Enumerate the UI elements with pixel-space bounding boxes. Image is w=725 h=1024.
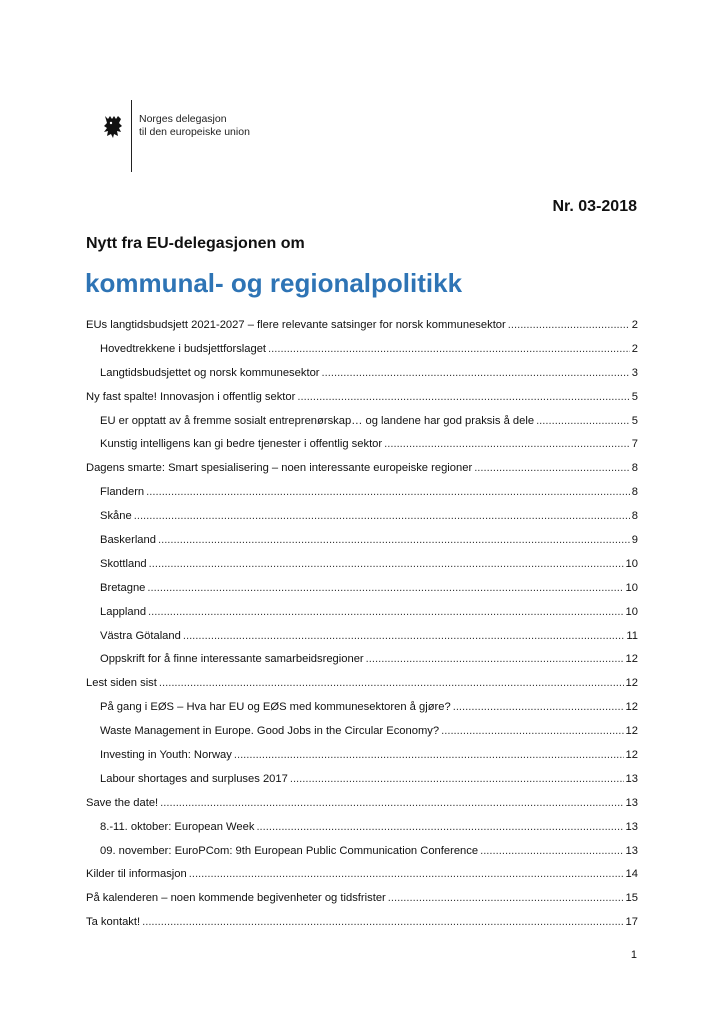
toc-leader-dots	[159, 672, 624, 696]
toc-leader-dots	[441, 720, 623, 744]
toc-entry[interactable]	[86, 744, 638, 768]
kicker: Nytt fra EU-delegasjonen om	[86, 235, 305, 252]
page-number: 1	[630, 949, 637, 961]
toc-leader-dots	[297, 386, 629, 410]
toc-entry-title: Hovedtrekkene i budsjettforslaget	[100, 342, 267, 355]
toc-leader-dots	[268, 338, 630, 362]
toc-entry-page: 5	[631, 390, 638, 403]
toc-entry[interactable]	[86, 433, 638, 457]
toc-leader-dots	[142, 911, 623, 935]
logo-line-2: til den europeiske union	[139, 126, 250, 138]
toc-leader-dots	[474, 457, 630, 481]
toc-entry[interactable]	[86, 672, 638, 696]
logo	[98, 100, 268, 172]
toc-entry-title: Ny fast spalte! Innovasjon i offentlig sektor	[86, 390, 296, 403]
toc-entry[interactable]	[86, 410, 638, 434]
toc-leader-dots	[388, 887, 624, 911]
toc-entry[interactable]	[86, 768, 638, 792]
toc-entry[interactable]	[86, 577, 638, 601]
toc-entry-page: 10	[625, 557, 638, 570]
toc-entry-page: 8	[631, 462, 638, 475]
toc-entry-page: 12	[625, 653, 638, 666]
toc-entry-title: Flandern	[100, 486, 145, 499]
toc-entry-page: 17	[625, 916, 638, 929]
toc-leader-dots	[290, 768, 624, 792]
toc-entry-title: Langtidsbudsjettet og norsk kommunesektor	[100, 366, 320, 379]
toc-entry-page: 3	[631, 366, 638, 379]
toc-entry-title: På gang i EØS – Hva har EU og EØS med kommunesektoren å gjøre?	[100, 701, 451, 714]
toc-leader-dots	[384, 433, 630, 457]
toc-entry-title: Lappland	[100, 605, 147, 618]
toc-entry-page: 8	[631, 510, 638, 523]
toc-entry[interactable]	[86, 840, 638, 864]
toc-leader-dots	[256, 816, 623, 840]
toc-entry-title: Bretagne	[100, 581, 146, 594]
toc-entry-title: Kunstig intelligens kan gi bedre tjenester i offentlig sektor	[100, 438, 383, 451]
toc-leader-dots	[322, 362, 630, 386]
toc-entry-page: 2	[631, 319, 638, 331]
toc-entry-page: 12	[625, 749, 638, 762]
toc-entry-title: Baskerland	[100, 534, 156, 547]
toc-entry-title: På kalenderen – noen kommende begivenheter og tidsfrister	[86, 892, 386, 905]
toc-entry[interactable]	[86, 505, 638, 529]
toc-entry-title: Waste Management in Europe. Good Jobs in the Circular Economy?	[100, 725, 440, 738]
toc-entry-page: 13	[625, 820, 638, 833]
toc-leader-dots	[183, 625, 625, 649]
toc-entry-title: Ta kontakt!	[86, 916, 141, 929]
toc-entry-page: 13	[625, 844, 638, 857]
toc-leader-dots	[234, 744, 624, 768]
toc-leader-dots	[508, 314, 630, 338]
toc-entry[interactable]	[86, 457, 638, 481]
toc-entry-title: 09. november: EuroPCom: 9th European Public Communication Conference	[100, 844, 479, 857]
toc-entry-page: 12	[625, 701, 638, 714]
toc-entry[interactable]	[86, 816, 638, 840]
toc-entry-title: Skottland	[100, 557, 147, 570]
toc-entry-title: Dagens smarte: Smart spesialisering – noen interessante europeiske regioner	[86, 462, 473, 475]
toc-entry-title: Skåne	[100, 510, 132, 523]
table-of-contents	[86, 314, 638, 935]
toc-entry-page: 13	[625, 772, 638, 785]
toc-entry-page: 8	[631, 486, 638, 499]
toc-entry[interactable]	[86, 314, 638, 338]
toc-entry[interactable]	[86, 696, 638, 720]
toc-entry-page: 9	[631, 534, 638, 547]
toc-entry-title: Investing in Youth: Norway	[100, 749, 232, 762]
toc-leader-dots	[366, 648, 624, 672]
toc-entry[interactable]	[86, 863, 638, 887]
toc-entry-title: 8.-11. oktober: European Week	[100, 820, 255, 833]
coat-of-arms-icon	[102, 114, 124, 140]
toc-leader-dots	[536, 410, 630, 434]
toc-entry-page: 15	[625, 892, 638, 905]
toc-entry-page: 12	[625, 677, 638, 690]
toc-entry-title: Kilder til informasjon	[86, 868, 187, 881]
toc-entry-page: 10	[625, 581, 638, 594]
toc-leader-dots	[147, 577, 623, 601]
toc-leader-dots	[146, 481, 630, 505]
toc-entry[interactable]	[86, 601, 638, 625]
toc-entry[interactable]	[86, 481, 638, 505]
toc-entry-title: Lest siden sist	[86, 677, 157, 690]
toc-entry[interactable]	[86, 648, 638, 672]
toc-entry[interactable]	[86, 529, 638, 553]
toc-entry[interactable]	[86, 386, 638, 410]
toc-entry-title: EU er opptatt av å fremme sosialt entreprenørskap… og landene har god praksis å dele	[100, 414, 535, 427]
toc-entry-page: 10	[625, 605, 638, 618]
toc-leader-dots	[149, 553, 624, 577]
toc-entry-title: Labour shortages and surpluses 2017	[100, 772, 288, 785]
toc-entry-page: 11	[626, 629, 638, 642]
toc-entry[interactable]	[86, 553, 638, 577]
toc-leader-dots	[189, 863, 624, 887]
toc-entry-title: Save the date!	[86, 796, 159, 809]
toc-entry-page: 13	[625, 796, 638, 809]
toc-entry[interactable]	[86, 362, 638, 386]
toc-entry[interactable]	[86, 720, 638, 744]
logo-text	[139, 113, 250, 139]
toc-entry-page: 2	[631, 342, 638, 355]
toc-entry-title: EUs langtidsbudsjett 2021-2027 – flere relevante satsinger for norsk kommunesektor	[86, 319, 506, 331]
toc-leader-dots	[158, 529, 630, 553]
toc-entry[interactable]	[86, 887, 638, 911]
logo-divider	[131, 100, 132, 172]
toc-entry-page: 12	[625, 725, 638, 738]
toc-leader-dots	[453, 696, 624, 720]
page-title: kommunal- og regionalpolitikk	[85, 268, 463, 298]
toc-leader-dots	[160, 792, 623, 816]
toc-entry-title: Västra Götaland	[100, 629, 181, 642]
toc-leader-dots	[134, 505, 630, 529]
issue-number: Nr. 03-2018	[552, 198, 637, 215]
toc-entry[interactable]	[86, 792, 638, 816]
toc-entry[interactable]	[86, 625, 638, 649]
toc-entry-page: 14	[625, 868, 638, 881]
toc-entry-page: 7	[631, 438, 638, 451]
toc-leader-dots	[480, 840, 623, 864]
toc-entry[interactable]	[86, 911, 638, 935]
toc-entry-title: Oppskrift for å finne interessante samarbeidsregioner	[100, 653, 364, 666]
logo-line-1: Norges delegasjon	[139, 113, 227, 125]
toc-entry[interactable]	[86, 338, 638, 362]
toc-entry-page: 5	[631, 414, 638, 427]
toc-leader-dots	[148, 601, 624, 625]
